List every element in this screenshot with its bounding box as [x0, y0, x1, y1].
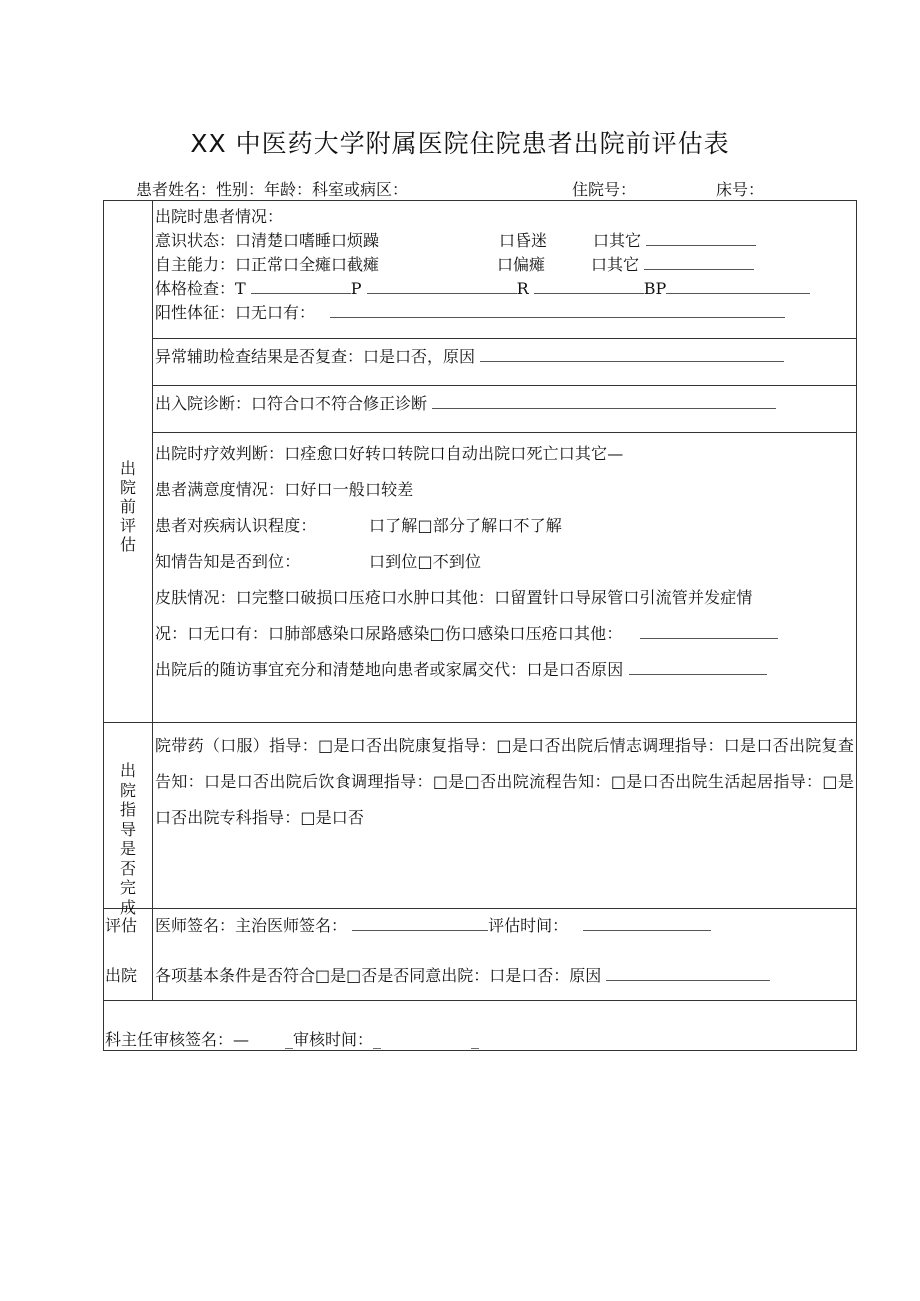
eval-label-2: 出院 — [105, 966, 138, 985]
assessment-form-table — [103, 200, 857, 1051]
eval-cell — [153, 909, 857, 1001]
eval-label-1: 评估 — [105, 916, 138, 935]
condition-heading: 出院时患者情况： — [155, 207, 284, 226]
skin-other-blank[interactable] — [640, 623, 778, 639]
director-cell — [104, 1001, 857, 1051]
physical-exam-row — [153, 276, 856, 300]
self-care-hemiplegia: 口偏瘫 — [497, 255, 546, 274]
pre-discharge-vertical-label — [104, 459, 152, 554]
abnormal-check-label: 异常辅助检查结果是否复查：口是口否，原因 — [155, 347, 476, 366]
hospital-no-label: 住院号： — [572, 180, 637, 199]
abnormal-check-reason-blank[interactable] — [480, 346, 784, 362]
pre-discharge-label-text: 出 院 前 评 估 — [119, 459, 136, 554]
doctor-sign-blank[interactable] — [352, 915, 488, 931]
informed-options: 口到位□不到位 — [369, 552, 482, 571]
informed-row — [153, 544, 856, 580]
doctor-sign-label: 医师签名：主治医师签名： — [155, 916, 348, 935]
exam-r-blank[interactable] — [534, 278, 644, 294]
satisfaction-row: 患者满意度情况：口好口一般口较差 — [155, 480, 414, 499]
form-title: XX 中医药大学附属医院住院患者出院前评估表 — [190, 129, 730, 158]
condition-cell — [153, 201, 857, 339]
consciousness-other: 口其它 — [593, 228, 756, 251]
efficacy-row: 出院时疗效判断：口痊愈口好转口转院口自动出院口死亡口其它— — [155, 444, 624, 463]
positive-signs-label: 阳性体征：口无口有： — [155, 303, 316, 322]
review-time-tail: _ — [471, 1030, 480, 1049]
exam-r-label: R — [516, 279, 529, 298]
awareness-label: 患者对疾病认识程度： — [155, 516, 317, 535]
diagnosis-cell — [153, 386, 857, 433]
doctor-sign-row — [153, 913, 856, 939]
self-care-other: 口其它 — [591, 252, 754, 275]
pre-discharge-side-cell — [104, 201, 153, 723]
exam-bp-blank[interactable] — [666, 278, 810, 294]
director-sign-label: 科主任审核签名：— — [105, 1030, 250, 1049]
followup-reason-blank[interactable] — [629, 659, 767, 675]
bed-no-label: 床号： — [716, 180, 765, 199]
exam-p-label: P — [350, 279, 362, 298]
self-care-row — [153, 252, 856, 276]
guidance-cell — [153, 723, 857, 909]
consciousness-options: 意识状态：口清楚口嗜睡口烦躁 — [155, 231, 380, 250]
positive-signs-row — [153, 300, 856, 324]
awareness-options: 口了解□部分了解口不了解 — [369, 516, 562, 535]
consciousness-other-blank[interactable] — [646, 230, 756, 246]
guidance-vertical-label — [104, 761, 152, 917]
eval-side-cell — [104, 909, 153, 1001]
director-row — [105, 1027, 856, 1050]
abnormal-check-cell — [153, 339, 857, 386]
exam-p-blank[interactable] — [367, 278, 517, 294]
followup-row — [153, 652, 856, 688]
informed-label: 知情告知是否到位： — [155, 552, 301, 571]
assessment-cell — [153, 433, 857, 723]
guidance-text: 院带药（口服）指导：□是口否出院康复指导：□是口否出院后情志调理指导：口是口否出院复查告知：口是口否出院后饮食调理指导：□是□否出院流程告知：□是口否出院生活起居指导：□是口否出院专科指导：□是口否 — [155, 736, 854, 827]
conditions-reason-blank[interactable] — [606, 965, 770, 981]
eval-time-label: 评估时间： — [488, 916, 569, 935]
diagnosis-correction-blank[interactable] — [432, 393, 776, 409]
self-care-other-blank[interactable] — [644, 254, 754, 270]
review-time-label: _审核时间：_ — [285, 1030, 382, 1049]
exam-t-blank[interactable] — [251, 278, 351, 294]
guidance-side-cell — [104, 723, 153, 917]
exam-t-label: 体格检查：T — [155, 279, 246, 298]
patient-info-label: 患者姓名：性别：年龄：科室或病区： — [136, 180, 409, 199]
conditions-row — [153, 963, 856, 989]
diagnosis-label: 出入院诊断：口符合口不符合修正诊断 — [155, 394, 428, 413]
awareness-row — [153, 508, 856, 544]
skin-row-2 — [153, 616, 856, 652]
diagnosis-row — [153, 391, 856, 414]
exam-bp-label: BP — [643, 279, 667, 298]
positive-signs-blank[interactable] — [330, 302, 785, 318]
consciousness-coma: 口昏迷 — [499, 231, 548, 250]
consciousness-row — [153, 228, 856, 252]
patient-header — [136, 177, 856, 199]
skin-complication-label: 况：口无口有：口肺部感染口尿路感染□伤口感染口压疮口其他： — [155, 624, 623, 643]
self-care-options: 自主能力：口正常口全瘫口截瘫 — [155, 255, 380, 274]
followup-label: 出院后的随访事宜充分和清楚地向患者或家属交代：口是口否原因 — [155, 660, 624, 679]
skin-row-1: 皮肤情况：口完整口破损口压疮口水肿口其他：口留置针口导尿管口引流管并发症情 — [155, 588, 753, 607]
guidance-label-text: 出 院 指 导 是 否 完 成 — [119, 761, 136, 917]
abnormal-check-row — [153, 344, 856, 367]
eval-time-blank[interactable] — [583, 915, 711, 931]
conditions-label: 各项基本条件是否符合□是□否是否同意出院：口是口否：原因 — [155, 966, 602, 985]
